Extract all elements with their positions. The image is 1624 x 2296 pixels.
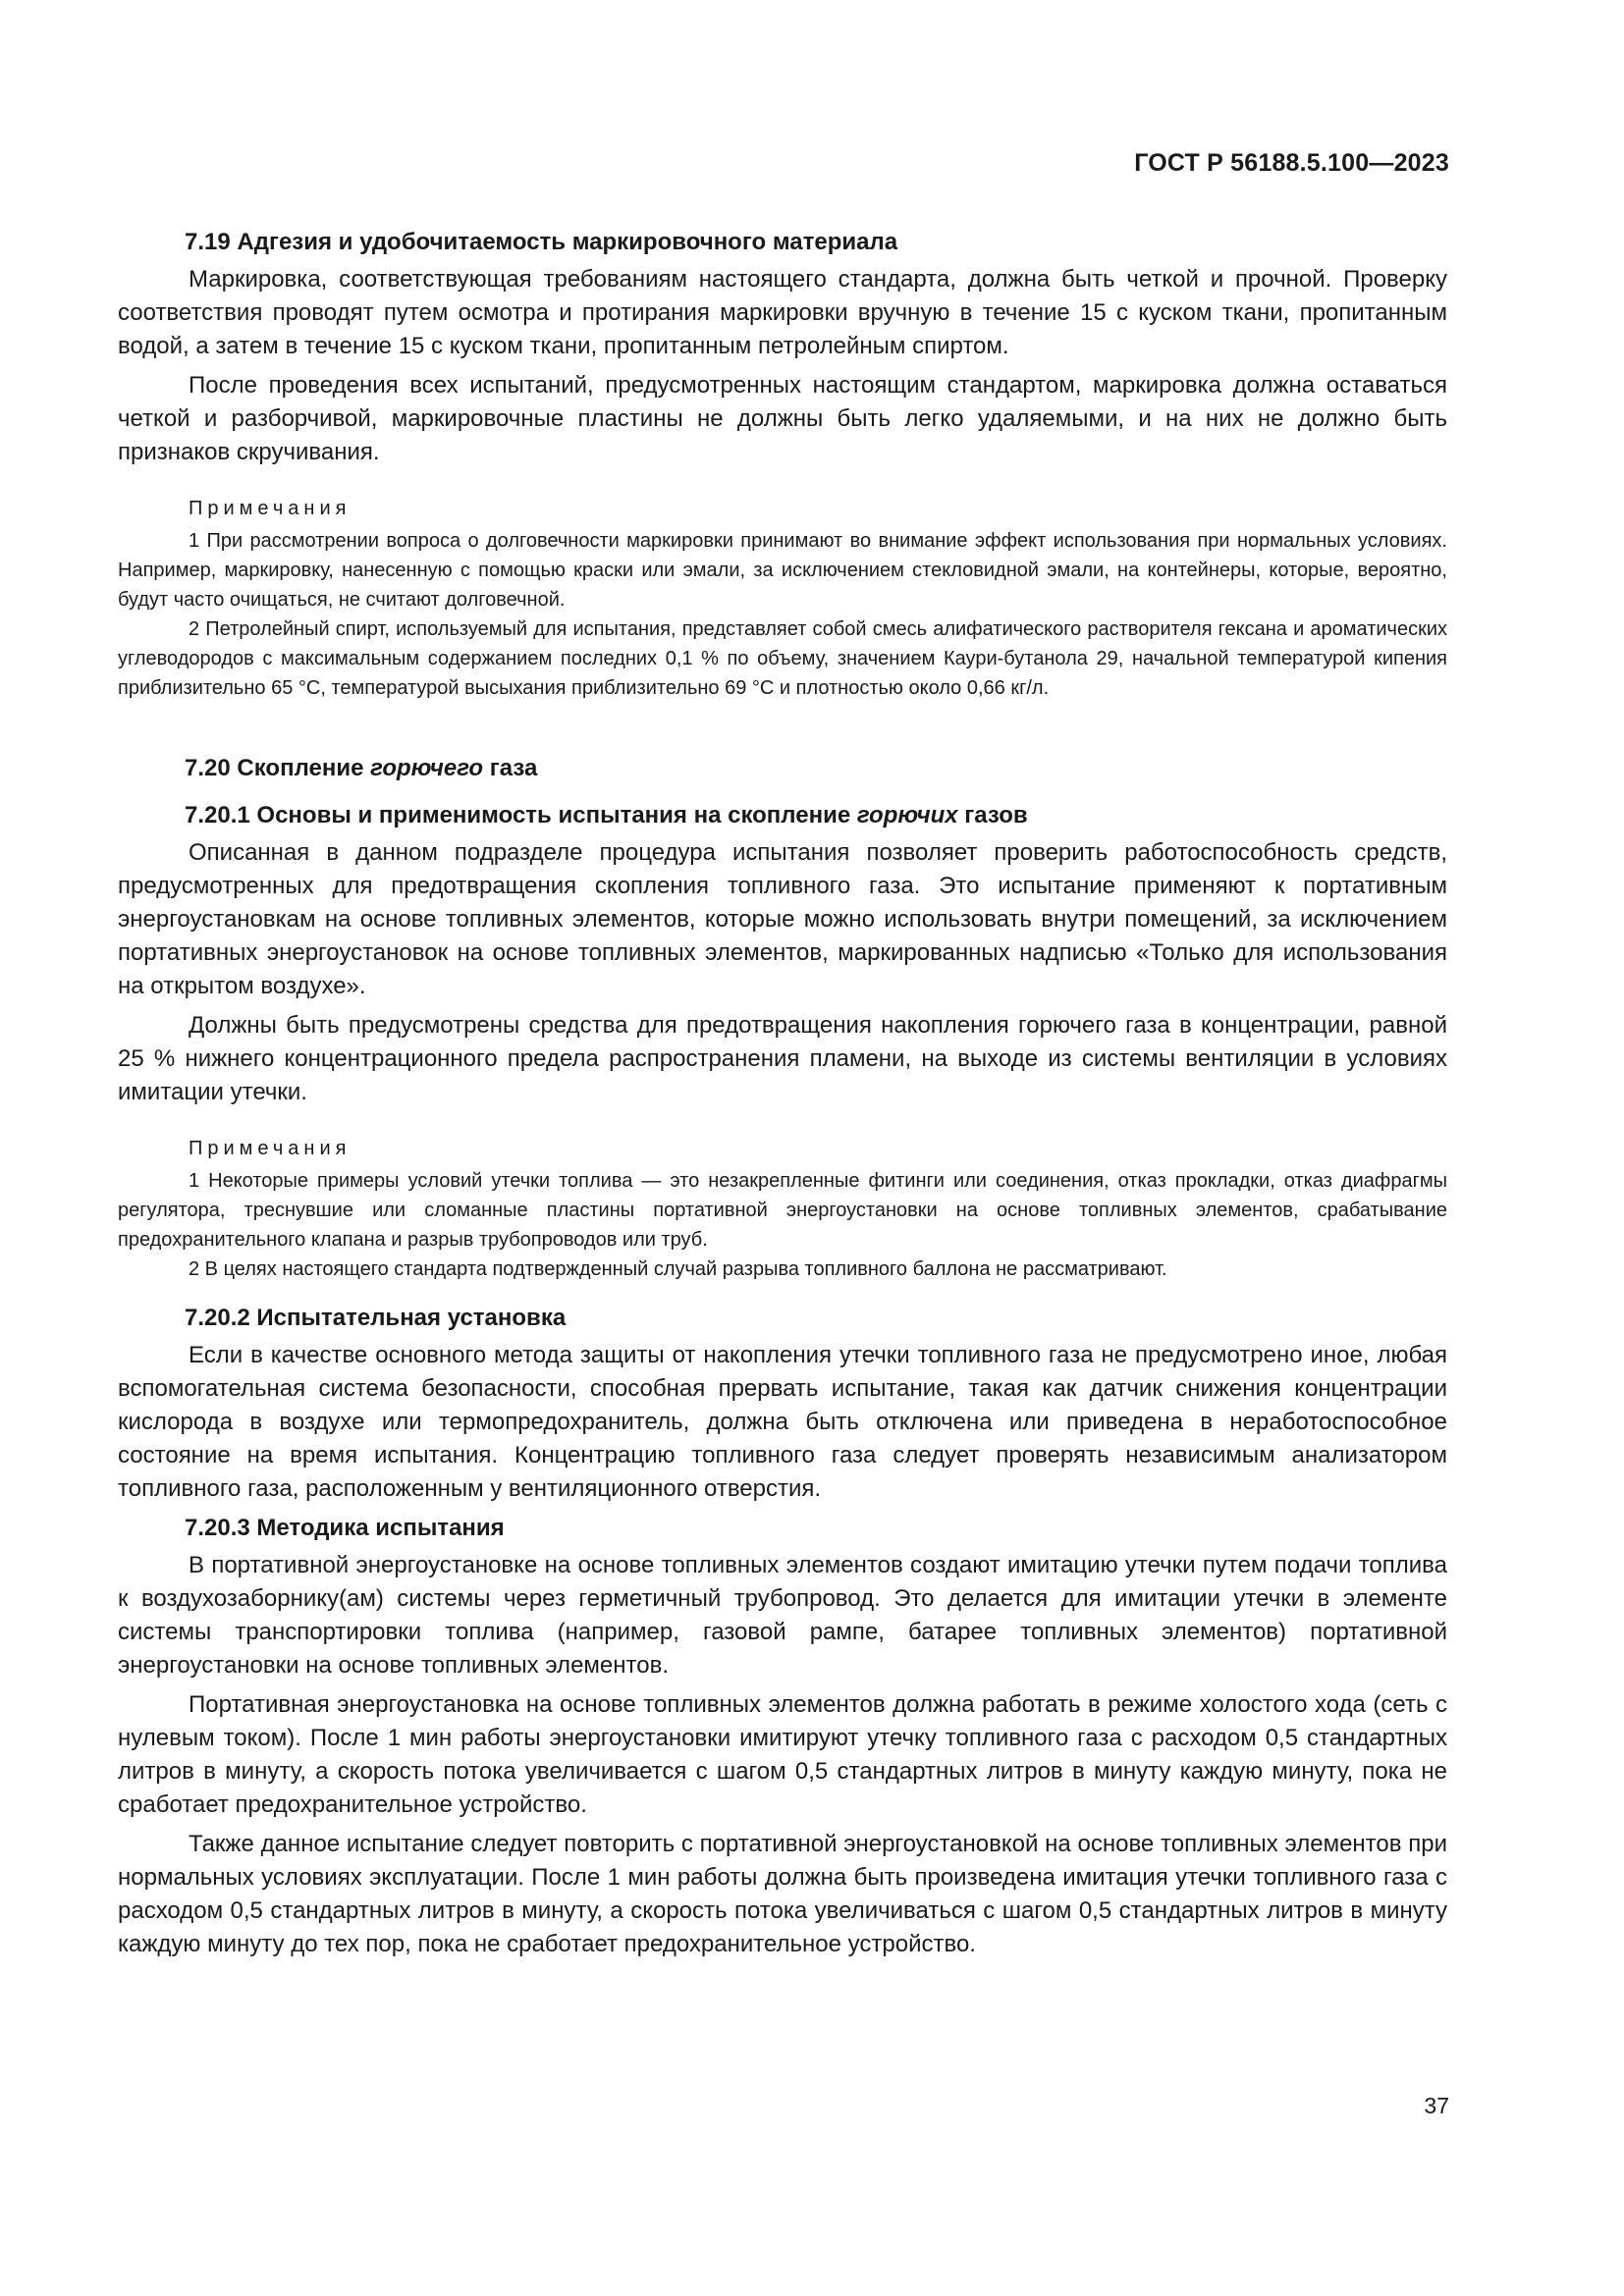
- section-7-20-3-title: 7.20.3 Методика испытания: [185, 1515, 505, 1541]
- section-7-20-1-title: [118, 799, 1447, 832]
- section-7-20-1-title-emphasis: горючих: [856, 802, 958, 828]
- document-id-header: ГОСТ Р 56188.5.100—2023: [1134, 149, 1449, 177]
- section-7-20-1-note-1: 1 Некоторые примеры условий утечки топлива — это незакрепленные фитинги или соединения, отказ прокладки, отказ диафрагмы регулятора, треснувшие или сломанные пластины портативной энергоустановки на основе топливных элементов, срабатывание предохранительного клапана и разрыв трубопроводов или труб.: [118, 1170, 1447, 1251]
- section-7-20-3-paragraph-1: В портативной энергоустановке на основе топливных элементов создают имитацию утечки путем подачи топлива к воздухозаборнику(ам) системы через герметичный трубопровод. Это делается для имитации утечки в элементе системы транспортировки топлива (например, газовой рампе, батарее топливных элементов) портативной энергоустановки на основе топливных элементов.: [118, 1552, 1447, 1679]
- section-7-20-title: [118, 752, 1447, 785]
- section-7-20-1-title-start: 7.20.1 Основы и применимость испытания на скопление: [185, 802, 857, 828]
- section-7-20-1-note-2: 2 В целях настоящего стандарта подтвержденный случай разрыва топливного баллона не рассматривают.: [189, 1258, 1167, 1280]
- section-7-19-notes-title: Примечания: [189, 498, 352, 519]
- section-7-20-1-title-end: газов: [957, 802, 1028, 828]
- section-7-19-paragraph-2: После проведения всех испытаний, предусмотренных настоящим стандартом, маркировка должна оставаться четкой и разборчивой, маркировочные пластины не должны быть легко удаляемыми, и на них не должно быть признаков скручивания.: [118, 372, 1447, 465]
- page-content: [118, 226, 1447, 1967]
- section-7-20-title-start: 7.20 Скопление: [185, 755, 371, 781]
- section-7-20-3-paragraph-2: Портативная энергоустановка на основе топливных элементов должна работать в режиме холостого хода (сеть с нулевым током). После 1 мин работы энергоустановки имитируют утечку топливного газа с расходом 0,5 стандартных литров в минуту, а скорость потока увеличивается с шагом 0,5 стандартных литров в минуту каждую минуту, пока не сработает предохранительное устройство.: [118, 1691, 1447, 1818]
- section-7-20-title-end: газа: [483, 755, 538, 781]
- section-7-19-note-1: 1 При рассмотрении вопроса о долговечности маркировки принимают во внимание эффект использования при нормальных условиях. Например, маркировку, нанесенную с помощью краски или эмали, за исключением стекловидной эмали, на контейнеры, которые, вероятно, будут часто очищаться, не считают долговечной.: [118, 530, 1447, 611]
- section-7-20-2-title: 7.20.2 Испытательная установка: [185, 1305, 567, 1331]
- section-7-19-note-2: 2 Петролейный спирт, используемый для испытания, представляет собой смесь алифатического растворителя гексана и ароматических углеводородов с максимальным содержанием последних 0,1 % по объему, значением Каури-бутанола 29, начальной температурой кипения приблизительно 65 °С, температурой высыхания приблизительно 69 °С и плотностью около 0,66 кг/л.: [118, 618, 1447, 699]
- page-number: 37: [1424, 2093, 1449, 2118]
- section-7-20-1-paragraph-1: Описанная в данном подразделе процедура испытания позволяет проверить работоспособность средств, предусмотренных для предотвращения скопления топливного газа. Это испытание применяют к портативным энергоустановкам на основе топливных элементов, которые можно использовать внутри помещений, за исключением портативных энергоустановок на основе топливных элементов, маркированных надписью «Только для использования на открытом воздухе».: [118, 839, 1447, 999]
- section-7-19-title: 7.19 Адгезия и удобочитаемость маркировочного материала: [185, 229, 898, 255]
- section-7-20-1-paragraph-2: Должны быть предусмотрены средства для предотвращения накопления горючего газа в концентрации, равной 25 % нижнего концентрационного предела распространения пламени, на выходе из системы вентиляции в условиях имитации утечки.: [118, 1012, 1447, 1105]
- section-7-20-1-notes-title: Примечания: [189, 1138, 352, 1159]
- section-7-20-3-paragraph-3: Также данное испытание следует повторить с портативной энергоустановкой на основе топливных элементов при нормальных условиях эксплуатации. После 1 мин работы должна быть произведена имитация утечки топливного газа с расходом 0,5 стандартных литров в минуту, а скорость потока увеличиваться с шагом 0,5 стандартных литров в минуту каждую минуту до тех пор, пока не сработает предохранительное устройство.: [118, 1831, 1447, 1957]
- section-7-20-2-paragraph-1: Если в качестве основного метода защиты от накопления утечки топливного газа не предусмотрено иное, любая вспомогательная система безопасности, способная прервать испытание, такая как датчик снижения концентрации кислорода в воздухе или термопредохранитель, должна быть отключена или приведена в неработоспособное состояние на время испытания. Концентрацию топливного газа следует проверять независимым анализатором топливного газа, расположенным у вентиляционного отверстия.: [118, 1342, 1447, 1502]
- section-7-20-title-emphasis: горючего: [370, 755, 484, 781]
- section-7-19-paragraph-1: Маркировка, соответствующая требованиям настоящего стандарта, должна быть четкой и прочной. Проверку соответствия проводят путем осмотра и протирания маркировки вручную в течение 15 с куском ткани, пропитанным водой, а затем в течение 15 с куском ткани, пропитанным петролейным спиртом.: [118, 266, 1447, 359]
